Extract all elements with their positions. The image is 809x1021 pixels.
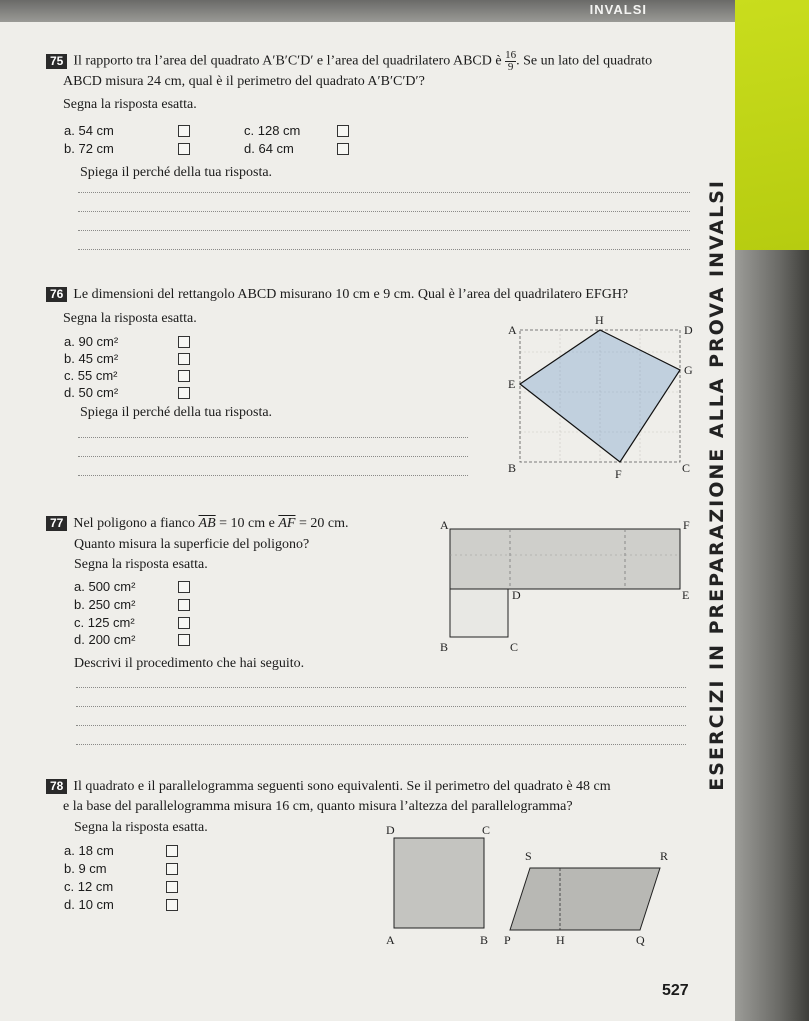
q75-checkbox-c[interactable] — [337, 125, 349, 137]
q75-text-b: . Se un lato del quadrato — [516, 53, 653, 69]
label-H: H — [556, 933, 565, 947]
answer-line[interactable] — [76, 725, 686, 726]
label-E: E — [508, 377, 516, 391]
label-B: B — [440, 640, 449, 654]
label-A: A — [440, 518, 449, 532]
q76-option-b: b. 45 cm² — [64, 351, 119, 366]
q77-instruction: Segna la risposta esatta. — [74, 557, 208, 572]
figure-rectangle-efgh — [500, 312, 700, 482]
answer-line[interactable] — [76, 687, 686, 688]
label-F: F — [683, 518, 690, 532]
q78-text-b: e la base del parallelogramma misura 16 cm, quanto misura l’altezza del parallelogramma? — [63, 799, 573, 814]
q78-option-a: a. 18 cm — [64, 843, 114, 858]
q77-text-a: Nel poligono a fianco — [73, 516, 196, 531]
q76-option-d: d. 50 cm² — [64, 385, 119, 400]
label-G: G — [684, 363, 693, 377]
q75-text-c: ABCD misura 24 cm, qual è il perimetro del quadrato A′B′C′D′? — [63, 74, 425, 89]
q77-checkbox-a[interactable] — [178, 581, 190, 593]
q75-option-d: d. 64 cm — [244, 141, 294, 156]
q76-checkbox-a[interactable] — [178, 336, 190, 348]
q76-checkbox-d[interactable] — [178, 387, 190, 399]
q77-text-b: Quanto misura la superficie del poligono? — [74, 537, 310, 552]
label-C: C — [482, 823, 491, 837]
q78-checkbox-c[interactable] — [166, 881, 178, 893]
q75-checkbox-b[interactable] — [178, 143, 190, 155]
q75-option-b: b. 72 cm — [64, 141, 114, 156]
q76-option-c: c. 55 cm² — [64, 368, 118, 383]
side-label-text: ESERCIZI IN PREPARAZIONE ALLA PROVA INVALSI — [706, 179, 728, 791]
answer-line[interactable] — [78, 211, 690, 212]
q75-text-a: Il rapporto tra l’area del quadrato A′B′C′D′ e l’area del quadrilatero ABCD è — [73, 53, 502, 69]
label-S: S — [525, 849, 532, 863]
question-number: 78 — [46, 779, 67, 794]
answer-line[interactable] — [78, 437, 468, 438]
q77-checkbox-b[interactable] — [178, 599, 190, 611]
q78-checkbox-d[interactable] — [166, 899, 178, 911]
label-H: H — [595, 313, 604, 327]
label-P: P — [504, 933, 511, 947]
label-D: D — [684, 323, 693, 337]
label-B: B — [480, 933, 489, 947]
q75-checkbox-a[interactable] — [178, 125, 190, 137]
label-D: D — [386, 823, 395, 837]
q76-text: Le dimensioni del rettangolo ABCD misurano 10 cm e 9 cm. Qual è l’area del quadrilatero EFGH? — [73, 287, 629, 302]
label-A: A — [508, 323, 517, 337]
label-E: E — [682, 588, 690, 602]
q78-option-c: c. 12 cm — [64, 879, 114, 894]
q76-option-a: a. 90 cm² — [64, 334, 119, 349]
page-number: 527 — [662, 982, 689, 999]
answer-line[interactable] — [76, 706, 686, 707]
label-A: A — [386, 933, 395, 947]
answer-line[interactable] — [78, 475, 468, 476]
label-R: R — [660, 849, 669, 863]
label-D: D — [512, 588, 521, 602]
segment-af: $\overline{AF}$ — [278, 516, 296, 531]
q78-option-d: d. 10 cm — [64, 897, 114, 912]
q76-checkbox-b[interactable] — [178, 353, 190, 365]
header-title: INVALSI — [589, 2, 647, 17]
question-number: 77 — [46, 516, 67, 531]
q77-eq2: = 20 cm. — [298, 516, 349, 531]
answer-line[interactable] — [78, 192, 690, 193]
label-Q: Q — [636, 933, 645, 947]
q76-checkbox-c[interactable] — [178, 370, 190, 382]
answer-line[interactable] — [78, 230, 690, 231]
answer-line[interactable] — [76, 744, 686, 745]
figure-polygon — [430, 515, 700, 655]
q78-checkbox-b[interactable] — [166, 863, 178, 875]
dark-background — [735, 250, 809, 1021]
q78-text-a: Il quadrato e il parallelogramma seguenti sono equivalenti. Se il perimetro del quadrato è 48 cm — [73, 779, 611, 794]
q75-option-a: a. 54 cm — [64, 123, 114, 138]
header-band — [0, 0, 735, 22]
q78-instruction: Segna la risposta esatta. — [74, 820, 208, 835]
side-label — [700, 179, 734, 791]
q78-option-b: b. 9 cm — [64, 861, 107, 876]
label-F: F — [615, 467, 622, 481]
question-78 — [46, 778, 706, 796]
answer-line[interactable] — [78, 249, 690, 250]
question-number: 75 — [46, 54, 67, 69]
q77-checkbox-d[interactable] — [178, 634, 190, 646]
question-number: 76 — [46, 287, 67, 302]
q75-instruction: Segna la risposta esatta. — [63, 97, 197, 112]
q77-option-b: b. 250 cm² — [74, 597, 136, 612]
q77-option-c: c. 125 cm² — [74, 615, 135, 630]
green-background — [735, 0, 809, 250]
label-C: C — [682, 461, 691, 475]
q77-option-d: d. 200 cm² — [74, 632, 136, 647]
q75-checkbox-d[interactable] — [337, 143, 349, 155]
question-75 — [46, 50, 706, 73]
label-C: C — [510, 640, 519, 654]
q76-instruction: Segna la risposta esatta. — [63, 311, 197, 326]
question-76 — [46, 286, 706, 304]
q77-explain: Descrivi il procedimento che hai seguito. — [74, 656, 305, 671]
q75-explain: Spiega il perché della tua risposta. — [80, 165, 273, 180]
figure-square-parallelogram — [380, 820, 690, 950]
q77-eq1: = 10 cm e — [219, 516, 275, 531]
answer-line[interactable] — [78, 456, 468, 457]
segment-ab: $\overline{AB}$ — [198, 516, 216, 531]
q78-checkbox-a[interactable] — [166, 845, 178, 857]
q77-checkbox-c[interactable] — [178, 617, 190, 629]
q77-option-a: a. 500 cm² — [74, 579, 136, 594]
fraction: $\frac{16}{9}$ — [505, 49, 517, 73]
q75-option-c: c. 128 cm — [244, 123, 301, 138]
label-B: B — [508, 461, 517, 475]
q76-explain: Spiega il perché della tua risposta. — [80, 405, 273, 420]
